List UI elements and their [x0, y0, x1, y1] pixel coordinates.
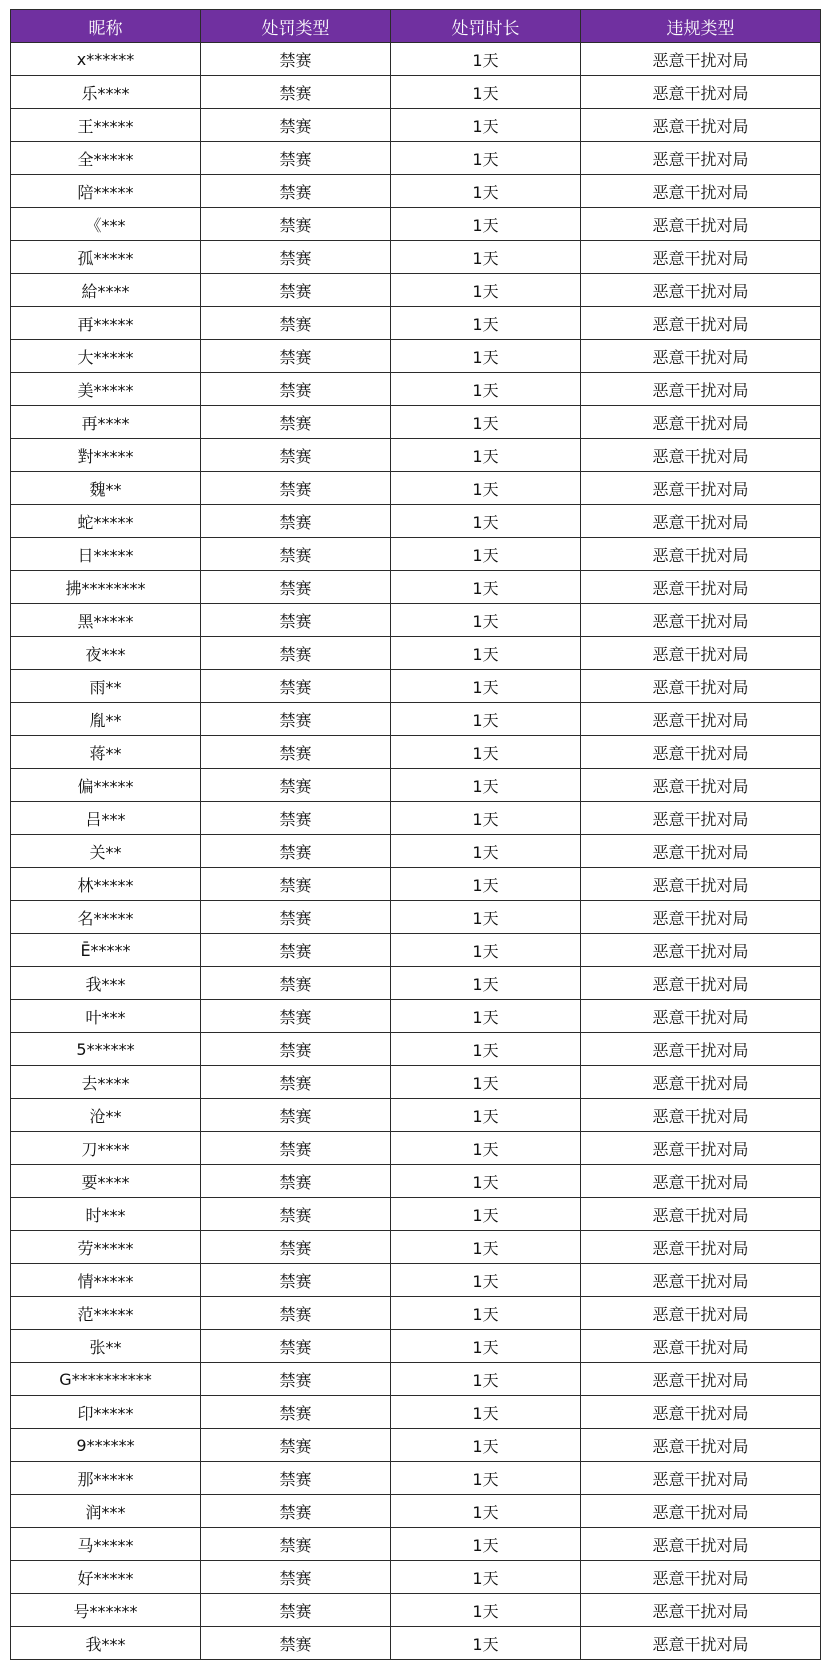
nickname-cell: 大*****	[11, 340, 201, 373]
violation-type-cell: 恶意干扰对局	[581, 1132, 821, 1165]
penalty-type-cell: 禁赛	[201, 1627, 391, 1660]
penalty-type-cell: 禁赛	[201, 1264, 391, 1297]
violation-type-cell: 恶意干扰对局	[581, 1594, 821, 1627]
penalty-duration-cell: 1天	[391, 1429, 581, 1462]
nickname-cell: 要****	[11, 1165, 201, 1198]
violation-type-cell: 恶意干扰对局	[581, 1099, 821, 1132]
penalty-duration-cell: 1天	[391, 175, 581, 208]
table-row	[11, 1396, 821, 1429]
penalty-type-cell: 禁赛	[201, 1330, 391, 1363]
penalty-duration-cell: 1天	[391, 1264, 581, 1297]
penalty-duration-cell: 1天	[391, 1132, 581, 1165]
penalty-type-cell: 禁赛	[201, 340, 391, 373]
penalty-duration-cell: 1天	[391, 1396, 581, 1429]
nickname-cell: 印*****	[11, 1396, 201, 1429]
penalty-duration-cell: 1天	[391, 1462, 581, 1495]
nickname-cell: 胤**	[11, 703, 201, 736]
penalty-duration-cell: 1天	[391, 472, 581, 505]
nickname-cell: 孤*****	[11, 241, 201, 274]
penalty-duration-cell: 1天	[391, 1033, 581, 1066]
table-row	[11, 1264, 821, 1297]
violation-type-cell: 恶意干扰对局	[581, 175, 821, 208]
penalty-type-cell: 禁赛	[201, 406, 391, 439]
penalty-type-cell: 禁赛	[201, 1231, 391, 1264]
penalty-type-cell: 禁赛	[201, 1528, 391, 1561]
table-header	[11, 10, 821, 43]
nickname-cell: 再*****	[11, 307, 201, 340]
violation-type-cell: 恶意干扰对局	[581, 1627, 821, 1660]
table-row	[11, 1000, 821, 1033]
header-row	[11, 10, 821, 43]
violation-type-cell: 恶意干扰对局	[581, 241, 821, 274]
table-body	[11, 43, 821, 1660]
table-row	[11, 637, 821, 670]
penalty-type-cell: 禁赛	[201, 1495, 391, 1528]
penalty-type-cell: 禁赛	[201, 43, 391, 76]
penalty-duration-cell: 1天	[391, 1594, 581, 1627]
violation-type-cell: 恶意干扰对局	[581, 1396, 821, 1429]
penalty-duration-cell: 1天	[391, 1330, 581, 1363]
penalty-type-cell: 禁赛	[201, 604, 391, 637]
penalty-type-cell: 禁赛	[201, 307, 391, 340]
penalty-type-cell: 禁赛	[201, 1561, 391, 1594]
violation-type-cell: 恶意干扰对局	[581, 604, 821, 637]
violation-type-cell: 恶意干扰对局	[581, 1297, 821, 1330]
table-row	[11, 1099, 821, 1132]
penalty-duration-cell: 1天	[391, 538, 581, 571]
table-row	[11, 835, 821, 868]
penalty-type-cell: 禁赛	[201, 1396, 391, 1429]
violation-type-cell: 恶意干扰对局	[581, 109, 821, 142]
nickname-cell: 号******	[11, 1594, 201, 1627]
penalty-type-cell: 禁赛	[201, 1165, 391, 1198]
nickname-cell: 蒋**	[11, 736, 201, 769]
violation-type-cell: 恶意干扰对局	[581, 373, 821, 406]
table-row	[11, 934, 821, 967]
nickname-cell: 9******	[11, 1429, 201, 1462]
table-row	[11, 1165, 821, 1198]
table-row	[11, 670, 821, 703]
nickname-cell: 范*****	[11, 1297, 201, 1330]
table-row	[11, 1297, 821, 1330]
penalty-duration-cell: 1天	[391, 967, 581, 1000]
penalty-duration-cell: 1天	[391, 1099, 581, 1132]
penalty-type-cell: 禁赛	[201, 703, 391, 736]
nickname-cell: 我***	[11, 967, 201, 1000]
table-row	[11, 571, 821, 604]
table-row	[11, 802, 821, 835]
penalty-type-cell: 禁赛	[201, 769, 391, 802]
nickname-cell: 关**	[11, 835, 201, 868]
nickname-cell: Ē*****	[11, 934, 201, 967]
violation-type-cell: 恶意干扰对局	[581, 1033, 821, 1066]
nickname-cell: 乐****	[11, 76, 201, 109]
violation-type-cell: 恶意干扰对局	[581, 307, 821, 340]
penalty-duration-cell: 1天	[391, 1297, 581, 1330]
table-row	[11, 1528, 821, 1561]
violation-type-cell: 恶意干扰对局	[581, 637, 821, 670]
header-violation-type: 违规类型	[581, 10, 821, 43]
penalty-type-cell: 禁赛	[201, 274, 391, 307]
penalty-duration-cell: 1天	[391, 1627, 581, 1660]
table-row	[11, 274, 821, 307]
penalty-duration-cell: 1天	[391, 1495, 581, 1528]
penalty-type-cell: 禁赛	[201, 472, 391, 505]
violation-type-cell: 恶意干扰对局	[581, 538, 821, 571]
nickname-cell: 5******	[11, 1033, 201, 1066]
nickname-cell: 陪*****	[11, 175, 201, 208]
penalty-type-cell: 禁赛	[201, 736, 391, 769]
table-row	[11, 1066, 821, 1099]
penalty-duration-cell: 1天	[391, 1198, 581, 1231]
violation-type-cell: 恶意干扰对局	[581, 703, 821, 736]
penalty-duration-cell: 1天	[391, 604, 581, 637]
penalty-duration-cell: 1天	[391, 373, 581, 406]
table-row	[11, 505, 821, 538]
penalty-type-cell: 禁赛	[201, 1066, 391, 1099]
violation-type-cell: 恶意干扰对局	[581, 1462, 821, 1495]
nickname-cell: 王*****	[11, 109, 201, 142]
nickname-cell: 刀****	[11, 1132, 201, 1165]
penalty-type-cell: 禁赛	[201, 1363, 391, 1396]
table-row	[11, 340, 821, 373]
table-row	[11, 769, 821, 802]
nickname-cell: 张**	[11, 1330, 201, 1363]
nickname-cell: 黑*****	[11, 604, 201, 637]
violation-type-cell: 恶意干扰对局	[581, 208, 821, 241]
table-row	[11, 43, 821, 76]
table-row	[11, 901, 821, 934]
nickname-cell: 美*****	[11, 373, 201, 406]
penalty-type-cell: 禁赛	[201, 835, 391, 868]
violation-type-cell: 恶意干扰对局	[581, 1429, 821, 1462]
nickname-cell: 马*****	[11, 1528, 201, 1561]
penalty-duration-cell: 1天	[391, 241, 581, 274]
nickname-cell: 沧**	[11, 1099, 201, 1132]
violation-type-cell: 恶意干扰对局	[581, 1000, 821, 1033]
table-row	[11, 604, 821, 637]
violation-type-cell: 恶意干扰对局	[581, 868, 821, 901]
table-row	[11, 373, 821, 406]
penalty-type-cell: 禁赛	[201, 637, 391, 670]
header-penalty-type: 处罚类型	[201, 10, 391, 43]
table-row	[11, 1033, 821, 1066]
violation-type-cell: 恶意干扰对局	[581, 1264, 821, 1297]
nickname-cell: 雨**	[11, 670, 201, 703]
penalty-duration-cell: 1天	[391, 901, 581, 934]
penalty-duration-cell: 1天	[391, 76, 581, 109]
penalty-type-cell: 禁赛	[201, 670, 391, 703]
penalty-duration-cell: 1天	[391, 802, 581, 835]
nickname-cell: 偏*****	[11, 769, 201, 802]
violation-type-cell: 恶意干扰对局	[581, 142, 821, 175]
nickname-cell: 劳*****	[11, 1231, 201, 1264]
table-row	[11, 1363, 821, 1396]
table-row	[11, 1132, 821, 1165]
violation-type-cell: 恶意干扰对局	[581, 835, 821, 868]
penalty-type-cell: 禁赛	[201, 1594, 391, 1627]
nickname-cell: 蛇*****	[11, 505, 201, 538]
penalty-type-cell: 禁赛	[201, 439, 391, 472]
violation-type-cell: 恶意干扰对局	[581, 43, 821, 76]
table-row	[11, 175, 821, 208]
penalty-type-cell: 禁赛	[201, 868, 391, 901]
nickname-cell: 林*****	[11, 868, 201, 901]
penalty-type-cell: 禁赛	[201, 901, 391, 934]
table-row	[11, 1594, 821, 1627]
table-row	[11, 1495, 821, 1528]
nickname-cell: 那*****	[11, 1462, 201, 1495]
nickname-cell: 魏**	[11, 472, 201, 505]
violation-type-cell: 恶意干扰对局	[581, 1066, 821, 1099]
violation-type-cell: 恶意干扰对局	[581, 1495, 821, 1528]
penalty-duration-cell: 1天	[391, 637, 581, 670]
penalty-type-cell: 禁赛	[201, 175, 391, 208]
violation-type-cell: 恶意干扰对局	[581, 340, 821, 373]
penalty-type-cell: 禁赛	[201, 208, 391, 241]
penalty-duration-cell: 1天	[391, 1000, 581, 1033]
nickname-cell: 再****	[11, 406, 201, 439]
table-row	[11, 1231, 821, 1264]
penalty-duration-cell: 1天	[391, 1363, 581, 1396]
violation-type-cell: 恶意干扰对局	[581, 571, 821, 604]
violation-type-cell: 恶意干扰对局	[581, 1561, 821, 1594]
penalty-duration-cell: 1天	[391, 703, 581, 736]
penalty-duration-cell: 1天	[391, 109, 581, 142]
header-penalty-duration: 处罚时长	[391, 10, 581, 43]
penalty-duration-cell: 1天	[391, 1066, 581, 1099]
penalty-type-cell: 禁赛	[201, 373, 391, 406]
penalty-type-cell: 禁赛	[201, 934, 391, 967]
penalty-type-cell: 禁赛	[201, 538, 391, 571]
nickname-cell: 夜***	[11, 637, 201, 670]
table-row	[11, 1198, 821, 1231]
violation-type-cell: 恶意干扰对局	[581, 1198, 821, 1231]
violation-type-cell: 恶意干扰对局	[581, 769, 821, 802]
penalty-type-cell: 禁赛	[201, 1033, 391, 1066]
penalty-duration-cell: 1天	[391, 1528, 581, 1561]
table-row	[11, 241, 821, 274]
penalty-duration-cell: 1天	[391, 43, 581, 76]
table-row	[11, 472, 821, 505]
penalty-duration-cell: 1天	[391, 505, 581, 538]
table-row	[11, 1627, 821, 1660]
violation-type-cell: 恶意干扰对局	[581, 934, 821, 967]
penalty-type-cell: 禁赛	[201, 76, 391, 109]
nickname-cell: 我***	[11, 1627, 201, 1660]
penalty-duration-cell: 1天	[391, 736, 581, 769]
violation-type-cell: 恶意干扰对局	[581, 472, 821, 505]
table-row	[11, 703, 821, 736]
penalty-type-cell: 禁赛	[201, 1429, 391, 1462]
table-row	[11, 307, 821, 340]
penalty-type-cell: 禁赛	[201, 109, 391, 142]
violation-type-cell: 恶意干扰对局	[581, 901, 821, 934]
penalty-type-cell: 禁赛	[201, 1099, 391, 1132]
nickname-cell: x******	[11, 43, 201, 76]
penalty-duration-cell: 1天	[391, 1561, 581, 1594]
nickname-cell: 全*****	[11, 142, 201, 175]
nickname-cell: 對*****	[11, 439, 201, 472]
penalty-duration-cell: 1天	[391, 868, 581, 901]
violation-type-cell: 恶意干扰对局	[581, 1330, 821, 1363]
penalty-type-cell: 禁赛	[201, 967, 391, 1000]
nickname-cell: 润***	[11, 1495, 201, 1528]
penalty-type-cell: 禁赛	[201, 571, 391, 604]
penalty-type-cell: 禁赛	[201, 802, 391, 835]
penalty-duration-cell: 1天	[391, 406, 581, 439]
penalty-type-cell: 禁赛	[201, 142, 391, 175]
violation-type-cell: 恶意干扰对局	[581, 670, 821, 703]
table-row	[11, 1561, 821, 1594]
nickname-cell: 給****	[11, 274, 201, 307]
penalty-duration-cell: 1天	[391, 769, 581, 802]
penalty-duration-cell: 1天	[391, 274, 581, 307]
table-row	[11, 868, 821, 901]
violation-type-cell: 恶意干扰对局	[581, 274, 821, 307]
table-row	[11, 76, 821, 109]
penalty-duration-cell: 1天	[391, 670, 581, 703]
penalty-duration-cell: 1天	[391, 208, 581, 241]
penalty-type-cell: 禁赛	[201, 1132, 391, 1165]
nickname-cell: 日*****	[11, 538, 201, 571]
table-row	[11, 439, 821, 472]
table-row	[11, 406, 821, 439]
violation-type-cell: 恶意干扰对局	[581, 439, 821, 472]
penalty-type-cell: 禁赛	[201, 1462, 391, 1495]
penalty-duration-cell: 1天	[391, 439, 581, 472]
header-nickname: 昵称	[11, 10, 201, 43]
table-row	[11, 1330, 821, 1363]
nickname-cell: 时***	[11, 1198, 201, 1231]
nickname-cell: G**********	[11, 1363, 201, 1396]
violation-type-cell: 恶意干扰对局	[581, 802, 821, 835]
nickname-cell: 《***	[11, 208, 201, 241]
table-row	[11, 208, 821, 241]
penalty-duration-cell: 1天	[391, 571, 581, 604]
violation-type-cell: 恶意干扰对局	[581, 1528, 821, 1561]
penalty-table	[10, 9, 821, 1660]
penalty-duration-cell: 1天	[391, 934, 581, 967]
nickname-cell: 叶***	[11, 1000, 201, 1033]
penalty-type-cell: 禁赛	[201, 1297, 391, 1330]
penalty-list	[10, 9, 820, 1660]
table-row	[11, 967, 821, 1000]
penalty-duration-cell: 1天	[391, 1231, 581, 1264]
table-row	[11, 1429, 821, 1462]
violation-type-cell: 恶意干扰对局	[581, 967, 821, 1000]
violation-type-cell: 恶意干扰对局	[581, 1363, 821, 1396]
penalty-duration-cell: 1天	[391, 1165, 581, 1198]
violation-type-cell: 恶意干扰对局	[581, 1231, 821, 1264]
violation-type-cell: 恶意干扰对局	[581, 406, 821, 439]
table-row	[11, 538, 821, 571]
table-row	[11, 109, 821, 142]
violation-type-cell: 恶意干扰对局	[581, 1165, 821, 1198]
nickname-cell: 好*****	[11, 1561, 201, 1594]
table-row	[11, 142, 821, 175]
nickname-cell: 名*****	[11, 901, 201, 934]
penalty-type-cell: 禁赛	[201, 505, 391, 538]
penalty-type-cell: 禁赛	[201, 241, 391, 274]
violation-type-cell: 恶意干扰对局	[581, 736, 821, 769]
penalty-type-cell: 禁赛	[201, 1000, 391, 1033]
penalty-duration-cell: 1天	[391, 835, 581, 868]
violation-type-cell: 恶意干扰对局	[581, 76, 821, 109]
nickname-cell: 拂********	[11, 571, 201, 604]
table-row	[11, 736, 821, 769]
penalty-type-cell: 禁赛	[201, 1198, 391, 1231]
nickname-cell: 吕***	[11, 802, 201, 835]
penalty-duration-cell: 1天	[391, 340, 581, 373]
nickname-cell: 去****	[11, 1066, 201, 1099]
penalty-duration-cell: 1天	[391, 142, 581, 175]
table-row	[11, 1462, 821, 1495]
violation-type-cell: 恶意干扰对局	[581, 505, 821, 538]
nickname-cell: 情*****	[11, 1264, 201, 1297]
penalty-duration-cell: 1天	[391, 307, 581, 340]
